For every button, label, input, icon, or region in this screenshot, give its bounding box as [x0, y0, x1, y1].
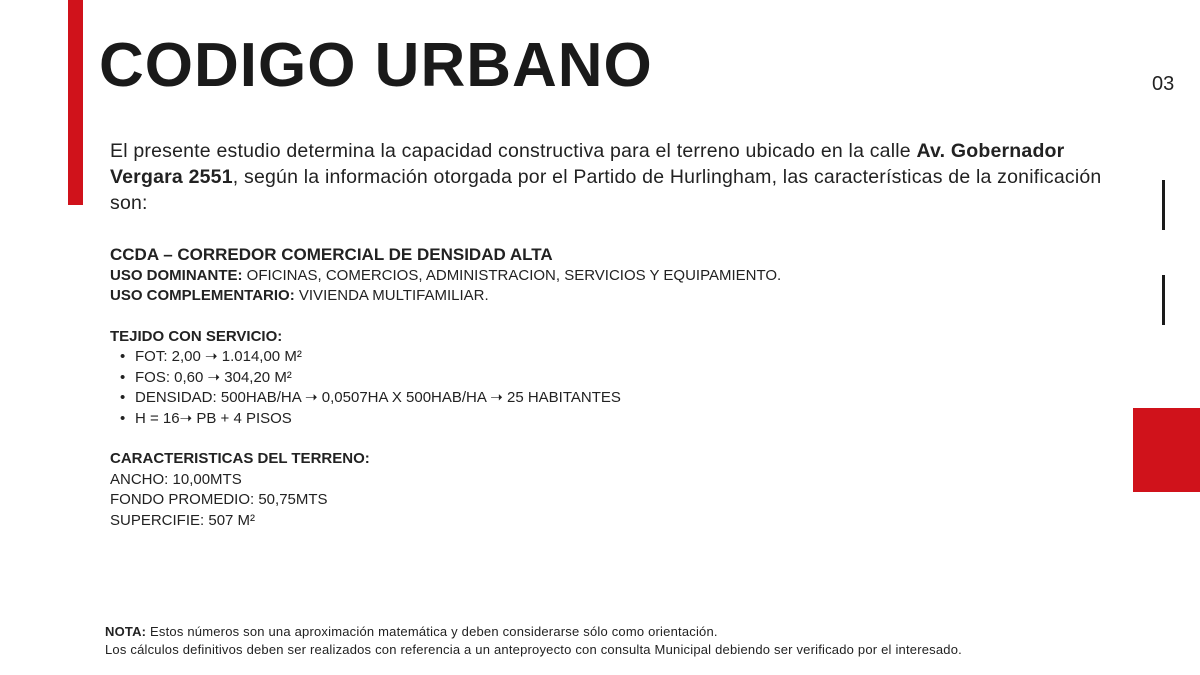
side-divider-top	[1162, 180, 1165, 230]
intro-text-end: , según la información otorgada por el Partido de Hurlingham, las características de la zonificación son:	[110, 166, 1102, 214]
tejido-title: TEJIDO CON SERVICIO:	[110, 327, 283, 345]
zoning-section	[110, 245, 1110, 531]
side-divider-bottom	[1162, 275, 1165, 325]
uso-complementario-label: USO COMPLEMENTARIO:	[110, 287, 295, 304]
note-text-1: Estos números son una aproximación matemática y deben considerarse sólo como orientación.	[146, 624, 718, 639]
intro-address: Av. Gobernador Vergara 2551	[110, 140, 1065, 188]
note-line-2: Los cálculos definitivos deben ser realizados con referencia a un anteproyecto con consulta Municipal debiendo ser verificado por el interesado.	[105, 642, 962, 657]
tejido-item-fos: • FOS: 0,60 ➝ 304,20 M²	[120, 368, 1110, 389]
zone-title: CCDA – CORREDOR COMERCIAL DE DENSIDAD ALTA	[110, 245, 553, 264]
uso-dominante	[110, 266, 1110, 287]
uso-complementario	[110, 286, 1110, 307]
tejido-list	[110, 347, 1110, 429]
terreno-title: CARACTERISTICAS DEL TERRENO:	[110, 450, 370, 467]
note-label: NOTA:	[105, 624, 147, 639]
side-accent-block	[1133, 408, 1200, 492]
uso-complementario-value: VIVIENDA MULTIFAMILIAR.	[294, 287, 489, 304]
intro-text-start: El presente estudio determina la capacidad constructiva para el terreno ubicado en la calle	[110, 140, 917, 162]
uso-dominante-label: USO DOMINANTE:	[110, 266, 243, 284]
uso-dominante-value: OFICINAS, COMERCIOS, ADMINISTRACION, SERVICIOS Y EQUIPAMIENTO.	[242, 266, 782, 284]
terreno-fondo: FONDO PROMEDIO: 50,75MTS	[110, 491, 328, 508]
tejido-item-fot: • FOT: 2,00 ➝ 1.014,00 M²	[120, 347, 1110, 368]
terreno-superficie: SUPERCIFIE: 507 M²	[110, 511, 256, 529]
note-line-1	[105, 623, 1105, 641]
title-accent-bar	[68, 0, 83, 205]
terreno-ancho: ANCHO: 10,00MTS	[110, 470, 242, 488]
tejido-item-densidad: • DENSIDAD: 500HAB/HA ➝ 0,0507HA X 500HAB/HA ➝ 25 HABITANTES	[120, 388, 1110, 409]
footnote	[105, 623, 1105, 659]
intro-paragraph	[110, 138, 1120, 216]
tejido-item-altura: • H = 16➝ PB + 4 PISOS	[120, 409, 1110, 430]
page-number: 03	[1152, 73, 1175, 95]
page-title: CODIGO URBANO	[99, 31, 653, 100]
